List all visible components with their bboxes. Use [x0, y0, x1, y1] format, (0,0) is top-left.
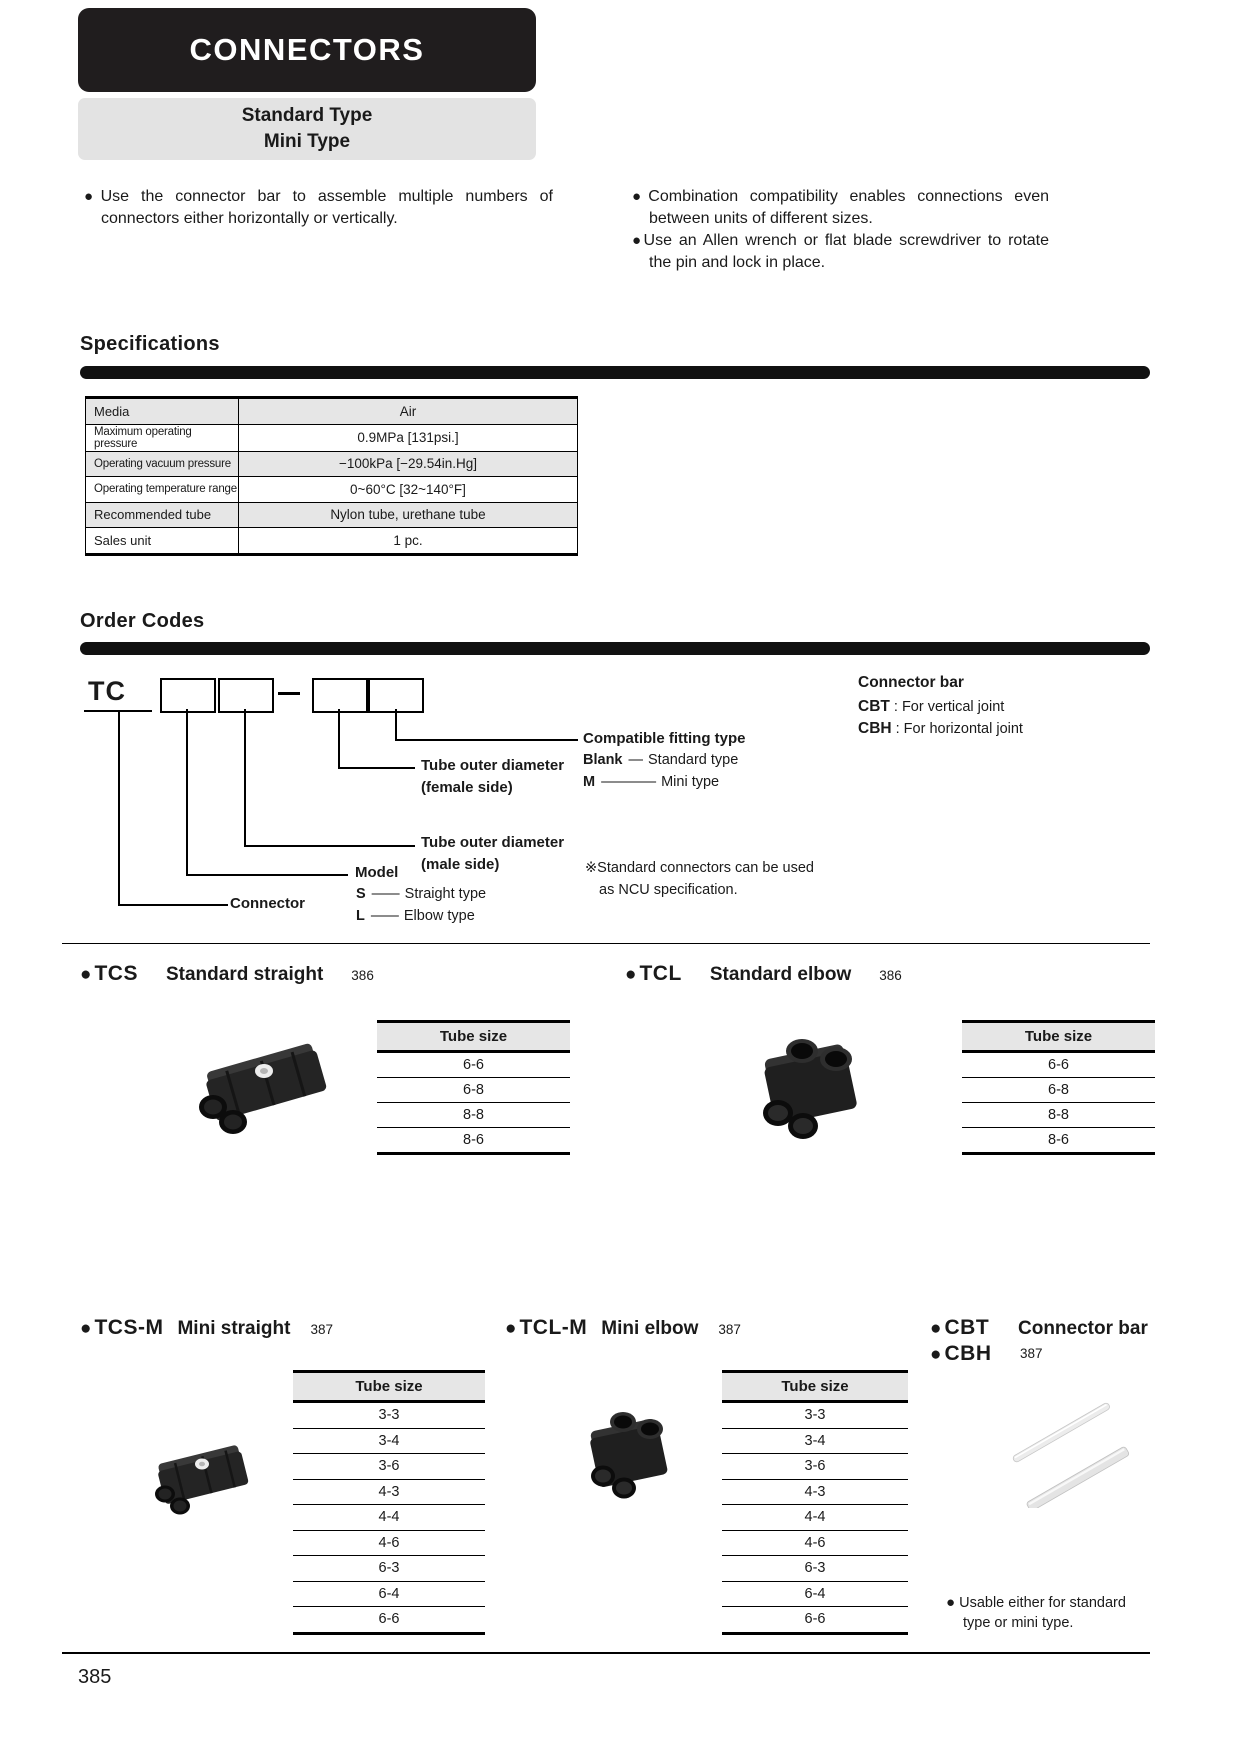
tube-size-header: Tube size [962, 1022, 1155, 1052]
order-code-box-male-od [218, 678, 274, 713]
connector-bar-photo [1000, 1393, 1145, 1508]
table-row [293, 1530, 485, 1556]
section-name: Mini straight [177, 1318, 291, 1339]
tube-size: 6-6 [377, 1052, 570, 1078]
table-row [722, 1479, 908, 1505]
table-row [86, 424, 578, 451]
table-row [293, 1479, 485, 1505]
section-code: TCL-M [519, 1316, 588, 1339]
intro-right-text-2: Use an Allen wrench or flat blade screwdriver to rotate the pin and lock in place. [643, 232, 1050, 271]
order-code-prefix: TC [88, 676, 126, 706]
order-codes-heading: Order Codes [80, 610, 205, 632]
section-header-cbh [930, 1342, 991, 1366]
spec-label: Operating temperature range [86, 477, 239, 503]
intro-left-text: Use the connector bar to assemble multiple numbers of connectors either horizontally or vertically. [100, 188, 553, 227]
tube-size: 8-6 [463, 1132, 484, 1148]
order-code-box-female-od [312, 678, 368, 713]
table-row [722, 1581, 908, 1607]
tcl-tube-size-table [962, 1020, 1155, 1155]
table-row [722, 1428, 908, 1454]
model-option-code: S [356, 886, 366, 902]
table-row [962, 1103, 1155, 1128]
table-row [377, 1103, 570, 1128]
bullet-icon: ● [632, 188, 649, 205]
table-row [377, 1052, 570, 1078]
section-code: TCL [639, 962, 682, 985]
ncu-note-line-1: ※Standard connectors can be used [585, 860, 814, 876]
section-code: CBT [944, 1316, 990, 1339]
specifications-divider-bar [80, 366, 1150, 379]
spec-value: Nylon tube, urethane tube [239, 502, 578, 528]
page-ref: 387 [310, 1322, 333, 1337]
leader-line [244, 709, 246, 846]
fitting-option-desc: Mini type [661, 774, 720, 790]
fitting-type-label: Compatible fitting type [583, 730, 746, 747]
tube-size: 4-6 [722, 1530, 908, 1556]
bullet-icon: ● [80, 964, 92, 985]
bullet-icon: ● [80, 1318, 92, 1339]
connector-bar-section-name: Connector bar [1018, 1318, 1148, 1339]
leader-line [338, 709, 340, 768]
leader-line [118, 712, 120, 905]
tube-size: 8-8 [377, 1103, 570, 1128]
connector-bar-option-cbt [858, 698, 1004, 716]
table-row [293, 1505, 485, 1531]
spec-label: Maximum operating pressure [86, 424, 239, 451]
dash-glyph: ———— [601, 774, 656, 790]
tube-size: 6-6 [962, 1052, 1155, 1078]
fitting-option-m [583, 774, 719, 790]
tube-size: 6-3 [293, 1556, 485, 1582]
specifications-heading: Specifications [80, 333, 220, 355]
tube-size: 6-8 [377, 1078, 570, 1103]
tube-size: 4-6 [293, 1530, 485, 1556]
male-od-label-2: (male side) [421, 856, 500, 873]
section-name: Standard elbow [709, 964, 852, 985]
tube-size: 4-4 [293, 1505, 485, 1531]
order-code-dash [278, 692, 300, 695]
table-row [722, 1402, 908, 1429]
table-row [86, 477, 578, 503]
female-od-label-1: Tube outer diameter [421, 757, 565, 774]
tube-size-header: Tube size [722, 1372, 908, 1402]
model-option-code: L [356, 908, 365, 924]
table-row [722, 1607, 908, 1634]
spec-label: Operating vacuum pressure [86, 451, 239, 477]
table-row [293, 1428, 485, 1454]
spec-label: Recommended tube [86, 502, 239, 528]
tcs-product-photo [180, 1035, 350, 1140]
intro-bullet-right-1 [632, 186, 1049, 230]
tube-size: 4-3 [722, 1479, 908, 1505]
table-row [293, 1454, 485, 1480]
tube-size: 4-4 [722, 1505, 908, 1531]
leader-line [395, 739, 578, 741]
tube-size-header: Tube size [377, 1022, 570, 1052]
page-ref: 386 [351, 968, 374, 983]
table-row [293, 1581, 485, 1607]
fitting-option-blank [583, 752, 738, 768]
page-ref: 386 [879, 968, 902, 983]
leader-line [118, 904, 228, 906]
section-code: TCS-M [94, 1316, 164, 1339]
footer-rule [62, 1652, 1150, 1654]
bullet-icon: ● [632, 232, 644, 249]
table-row [722, 1454, 908, 1480]
cbt-code: CBT [858, 698, 890, 715]
section-code: CBH [944, 1342, 992, 1365]
tube-size: 4-3 [293, 1479, 485, 1505]
section-name: Standard straight [165, 964, 324, 985]
dash-glyph: —— [371, 886, 399, 902]
table-header-row [293, 1372, 485, 1402]
spec-value: −100kPa [−29.54in.Hg] [239, 451, 578, 477]
table-row [293, 1607, 485, 1634]
tcsm-tube-size-table [293, 1370, 485, 1635]
ncu-note-line-2: as NCU specification. [599, 882, 738, 898]
fitting-option-code: Blank [583, 752, 623, 768]
leader-line [186, 874, 348, 876]
tube-size: 6-3 [722, 1556, 908, 1582]
table-header-row [962, 1022, 1155, 1052]
page-ref: 387 [718, 1322, 741, 1337]
model-option-l [356, 908, 475, 924]
spec-value: 0~60°C [32~140°F] [239, 477, 578, 503]
type-standard: Standard Type [241, 105, 373, 126]
cbh-code: CBH [858, 720, 892, 737]
page-ref: 387 [1020, 1346, 1043, 1361]
section-divider [62, 943, 1150, 944]
tube-size: 3-6 [722, 1454, 908, 1480]
order-codes-divider-bar [80, 642, 1150, 655]
fitting-option-code: M [583, 774, 596, 790]
bar-note-line-2: type or mini type. [963, 1615, 1074, 1631]
type-banner [78, 98, 536, 160]
section-name: Mini elbow [601, 1318, 699, 1339]
tclm-tube-size-table [722, 1370, 908, 1635]
tube-size: 3-3 [293, 1402, 485, 1429]
table-row [722, 1530, 908, 1556]
tube-size: 3-3 [722, 1402, 908, 1429]
dash-glyph: —— [370, 908, 398, 924]
section-header-cbt [930, 1316, 989, 1340]
fitting-option-desc: Standard type [648, 752, 739, 768]
table-row [962, 1052, 1155, 1078]
order-code-box-model [160, 678, 216, 713]
spec-label: Sales unit [86, 528, 239, 555]
tube-size: 3-4 [293, 1428, 485, 1454]
spec-value: 1 pc. [239, 528, 578, 555]
table-header-row [722, 1372, 908, 1402]
intro-bullet-left [84, 186, 553, 230]
tclm-product-photo [570, 1400, 690, 1515]
female-od-label-2: (female side) [421, 779, 513, 796]
leader-line [338, 767, 415, 769]
dash-glyph: — [628, 752, 642, 768]
bar-note-line-1: Usable either for standard [959, 1595, 1126, 1611]
model-label: Model [355, 864, 399, 881]
tube-size: 6-4 [293, 1581, 485, 1607]
leader-line [186, 709, 188, 875]
table-row [962, 1078, 1155, 1103]
connector-bar-label: Connector bar [858, 674, 964, 691]
intro-bullet-right-2 [632, 230, 1049, 274]
tcsm-product-photo [140, 1420, 265, 1535]
table-row [377, 1078, 570, 1103]
tube-size: 6-6 [378, 1611, 400, 1628]
bullet-icon: ● [505, 1318, 517, 1339]
connector-bar-option-cbh [858, 720, 1023, 738]
table-row [86, 398, 578, 425]
tube-size: 8-8 [962, 1103, 1155, 1128]
page-title-banner [78, 8, 536, 92]
bullet-icon: ● [930, 1344, 942, 1365]
table-row [86, 451, 578, 477]
cbt-desc: : For vertical joint [893, 699, 1005, 715]
table-row [293, 1556, 485, 1582]
section-code: TCS [94, 962, 138, 985]
section-header-tcs [80, 962, 374, 986]
page-title: CONNECTORS [189, 32, 425, 67]
order-code-box-fitting-type [368, 678, 424, 713]
table-row [722, 1505, 908, 1531]
model-option-desc: Straight type [404, 886, 487, 902]
table-row [962, 1128, 1155, 1154]
table-row [86, 502, 578, 528]
table-row [377, 1128, 570, 1154]
connector-label: Connector [230, 895, 305, 912]
section-header-tclm [505, 1316, 741, 1340]
spec-value: 0.9MPa [131psi.] [239, 424, 578, 451]
leader-line [244, 845, 415, 847]
tube-size: 6-4 [722, 1581, 908, 1607]
table-row [293, 1402, 485, 1429]
page-number: 385 [78, 1666, 112, 1688]
tube-size: 3-4 [722, 1428, 908, 1454]
tcs-tube-size-table [377, 1020, 570, 1155]
tube-size: 6-6 [804, 1611, 826, 1628]
spec-label: Media [86, 398, 239, 425]
tube-size: 6-8 [962, 1078, 1155, 1103]
section-header-tcl [625, 962, 902, 986]
section-header-tcsm [80, 1316, 333, 1340]
specifications-table [85, 396, 578, 556]
leader-line [395, 709, 397, 740]
tube-size: 3-6 [293, 1454, 485, 1480]
bullet-icon: ● [946, 1594, 956, 1611]
bullet-icon: ● [84, 188, 101, 205]
bullet-icon: ● [930, 1318, 942, 1339]
tube-size: 8-6 [1048, 1132, 1069, 1148]
table-row [722, 1556, 908, 1582]
intro-right-text-1: Combination compatibility enables connections even between units of different sizes. [648, 188, 1049, 227]
model-option-desc: Elbow type [403, 908, 475, 924]
connector-bar-note [946, 1593, 1156, 1633]
model-option-s [356, 886, 486, 902]
tube-size-header: Tube size [293, 1372, 485, 1402]
type-mini: Mini Type [263, 131, 351, 152]
cbh-desc: : For horizontal joint [895, 721, 1023, 737]
male-od-label-1: Tube outer diameter [421, 834, 565, 851]
table-row [86, 528, 578, 555]
bullet-icon: ● [625, 964, 637, 985]
spec-value: Air [239, 398, 578, 425]
tcl-product-photo [740, 1025, 880, 1145]
table-header-row [377, 1022, 570, 1052]
